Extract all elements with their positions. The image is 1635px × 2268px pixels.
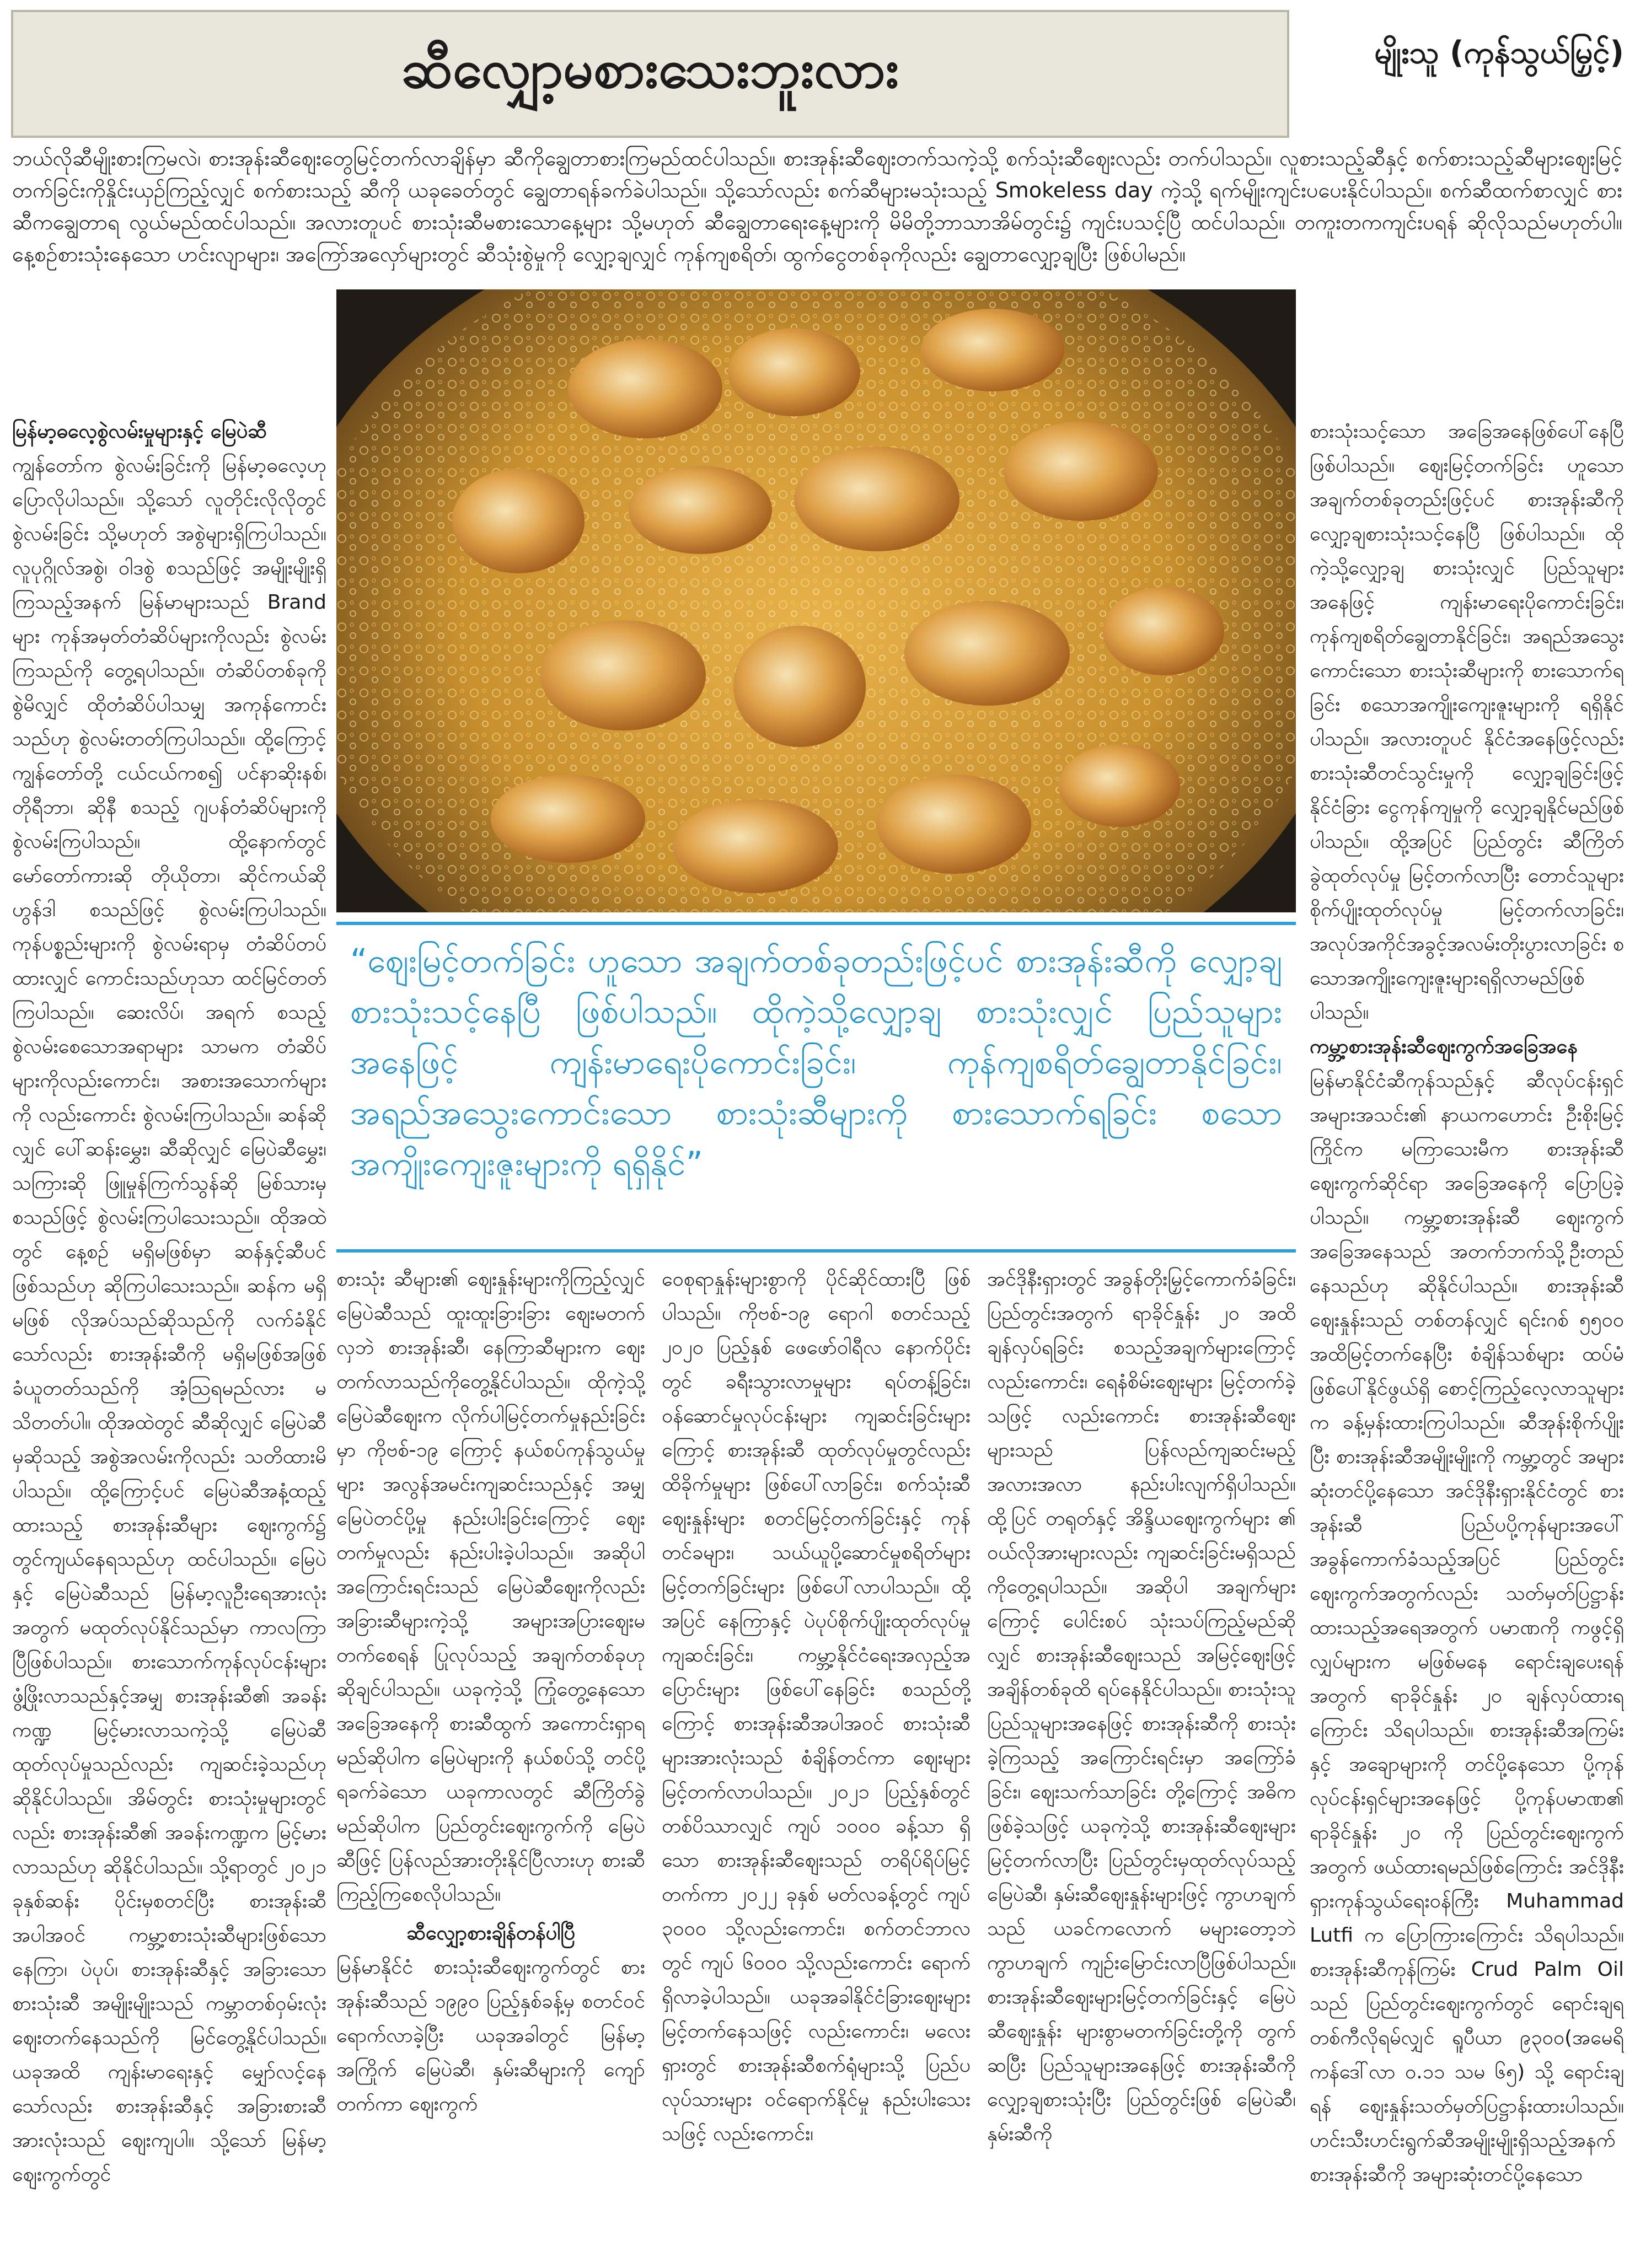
pull-quote: “ဈေးမြင့်တက်ခြင်း ဟူသော အချက်တစ်ခုတည်းဖြင့်ပင် စားအုန်းဆီကို လျှော့ချစားသုံးသင့်နေပြီ ဖြစ်ပါသည်။ ထိုကဲ့သို့လျှော့ချ စားသုံးလျှင် ပြည်သူများအနေဖြင့် ကျန်းမာရေးပိုကောင်းခြင်း၊ ကုန်ကျစရိတ်ချွေတာနိုင်ခြင်း၊ အရည်အသွေးကောင်းသော စားသုံးဆီများကို စားသောက်ရခြင်း စသောအကျိုးကျေးဇူးများကို ရရှိနိုင်”: [350, 942, 1282, 1183]
pull-quote-box: [336, 922, 1296, 1253]
left-column-text: ကျွန်တော်က စွဲလမ်းခြင်းကို မြန်မာ့ဓလေ့ဟု ပြောလိုပါသည်။ သို့သော် လူတိုင်းလိုလိုတွင် စွဲလမ်းခြင်း သို့မဟုတ် အစွဲများရှိကြပါသည်။ လူပုဂ္ဂိုလ်အစွဲ၊ ဝါဒစွဲ စသည်ဖြင့် အမျိုးမျိုးရှိကြသည့်အနက် မြန်မာများသည် Brand များ ကုန်အမှတ်တံဆိပ်များကိုလည်း စွဲလမ်းကြသည်ကို တွေ့ရပါသည်။ တံဆိပ်တစ်ခုကိုစွဲမိလျှင် ထိုတံဆိပ်ပါသမျှ အကုန်ကောင်းသည်ဟု စွဲလမ်းတတ်ကြပါသည်။ ထို့ကြောင့် ကျွန်တော်တို့ ငယ်ငယ်ကစ၍ ပင်နာဆိုးနစ်၊ တိုရီဘာ၊ ဆိုနီ စသည့် ဂျပန်တံဆိပ်များကို စွဲလမ်းကြပါသည်။ ထို့နောက်တွင် မော်တော်ကားဆို တိုယိုတာ၊ ဆိုင်ကယ်ဆို ဟွန်ဒါ စသည်ဖြင့် စွဲလမ်းကြပါသည်။ ကုန်ပစ္စည်းများကို စွဲလမ်းရာမှ တံဆိပ်တပ်ထားလျှင် ကောင်းသည်ဟုသာ ထင်မြင်တတ်ကြပါသည်။ ဆေးလိပ်၊ အရက် စသည့် စွဲလမ်းစေသောအရာများ သာမက တံဆိပ်များကိုလည်းကောင်း၊ အစားအသောက်များကို လည်းကောင်း စွဲလမ်းကြပါသည်။ ဆန်ဆိုလျှင် ပေါ်ဆန်းမွှေး၊ ဆီဆိုလျှင် မြေပဲဆီမွှေး၊ သကြားဆို ဖြူမှုန်ကြက်သွန်ဆို မြစ်သားမှ စသည်ဖြင့် စွဲလမ်းကြပါသေးသည်။ ထိုအထဲတွင် နေ့စဉ် မရှိမဖြစ်မှာ ဆန်နှင့်ဆီပင်ဖြစ်သည်ဟု ဆိုကြပါသေးသည်။ ဆန်က မရှိမဖြစ် လိုအပ်သည်ဆိုသည်ကို လက်ခံနိုင်သော်လည်း စားအုန်းဆီကို မရှိမဖြစ်အဖြစ် ခံယူတတ်သည်ကို အံ့သြရမည်လား မသိတတ်ပါ။ ထိုအထဲတွင် ဆီဆိုလျှင် မြေပဲဆီမှဆိုသည့် အစွဲအလမ်းကိုလည်း သတိထားမိပါသည်။ ထို့ကြောင့်ပင် မြေပဲဆီအနံ့ထည့်ထားသည့် စားအုန်းဆီများ ဈေးကွက်၌ တွင်ကျယ်နေရသည်ဟု ထင်ပါသည်။ မြေပဲနှင့် မြေပဲဆီသည် မြန်မာ့လူဦးရေအားလုံးအတွက် မထုတ်လုပ်နိုင်သည်မှာ ကာလကြာပြီဖြစ်ပါသည်။ စားသောက်ကုန်လုပ်ငန်းများ ဖွံ့ဖြိုးလာသည်နှင့်အမျှ စားအုန်းဆီ၏ အခန်းကဏ္ဍ မြင့်မားလာသကဲ့သို့ မြေပဲဆီထုတ်လုပ်မှုသည်လည်း ကျဆင်းခဲ့သည်ဟု ဆိုနိုင်ပါသည်။ အိမ်တွင်း စားသုံးမှုများတွင်လည်း စားအုန်းဆီ၏ အခန်းကဏ္ဍက မြင့်မားလာသည်ဟု ဆိုနိုင်ပါသည်။ သို့ရာတွင် ၂၀၂၁ ခုနှစ်ဆန်း ပိုင်းမှစတင်ပြီး စားအုန်းဆီအပါအဝင် ကမ္ဘာ့စားသုံးဆီများဖြစ်သော နေကြာ၊ ပဲပုပ်၊ စားအုန်းဆီနှင့် အခြားသော စားသုံးဆီ အမျိုးမျိုးသည် ကမ္ဘာတစ်ဝှမ်းလုံး ဈေးတက်နေသည်ကို မြင်တွေ့နိုင်ပါသည်။ ယခုအထိ ကျန်းမာရေးနှင့် မျှော်လင့်နေသော်လည်း စားအုန်းဆီနှင့် အခြားစားဆီအားလုံးသည် ဈေးကျပါ။ သို့သော် မြန်မာ့ဈေးကွက်တွင်: [12, 454, 326, 2186]
left-column-subhead: မြန်မာ့ဓလေ့စွဲလမ်းမှုများနှင့် မြေပဲဆီ: [12, 420, 267, 443]
intro-paragraph: ဘယ်လိုဆီမျိုးစားကြမလဲ၊ စားအုန်းဆီဈေးတွေမြင့်တက်လာချိန်မှာ ဆီကိုချွေတာစားကြမည်ထင်ပါသည်။ စားအုန်းဆီဈေးတက်သကဲ့သို့ စက်သုံးဆီဈေးလည်း တက်ပါသည်။ လူစားသည့်ဆီနှင့် စက်စားသည့်ဆီများဈေးမြင့်တက်ခြင်းကိုနှိုင်းယှဉ်ကြည့်လျှင် စက်စားသည့် ဆီကို ယခုခေတ်တွင် ချွေတာရန်ခက်ခဲပါသည်။ သို့သော်လည်း စက်ဆီများမသုံးသည့် Smokeless day ကဲ့သို့ ရက်မျိုးကျင်းပပေးနိုင်ပါသည်။ စက်ဆီထက်စာလျှင် စားဆီကချွေတာရ လွယ်မည်ထင်ပါသည်။ အလားတူပင် စားသုံးဆီမစားသောနေ့များ သို့မဟုတ် ဆီချွေတာရေးနေ့များကို မိမိတို့ဘာသာအိမ်တွင်း၌ ကျင်းပသင့်ပြီ ထင်ပါသည်။ တကူးတကကျင်းပရန် ဆိုလိုသည်မဟုတ်ပါ။ နေ့စဉ်စားသုံးနေသော ဟင်းလျာများ၊ အကြော်အလှော်များတွင် ဆီသုံးစွဲမှုကို လျှော့ချလျှင် ကုန်ကျစရိတ်၊ ထွက်ငွေတစ်ခုကိုလည်း ချွေတာလျှော့ချပြီး ဖြစ်ပါမည်။: [12, 146, 1622, 266]
middle-column-2: [662, 1262, 971, 2255]
right-column-text: စားသုံးသင့်သော အခြေအနေဖြစ်ပေါ်နေပြီ ဖြစ်ပါသည်။ ဈေးမြင့်တက်ခြင်း ဟူသော အချက်တစ်ခုတည်းဖြင့်ပင် စားအုန်းဆီကို လျှော့ချစားသုံးသင့်နေပြီ ဖြစ်ပါသည်။ ထိုကဲ့သို့လျှော့ချ စားသုံးလျှင် ပြည်သူများအနေဖြင့် ကျန်းမာရေးပိုကောင်းခြင်း၊ ကုန်ကျစရိတ်ချွေတာနိုင်ခြင်း၊ အရည်အသွေးကောင်းသော စားသုံးဆီများကို စားသောက်ရခြင်း စသောအကျိုးကျေးဇူးများကို ရရှိနိုင်ပါသည်။ အလားတူပင် နိုင်ငံအနေဖြင့်လည်း စားသုံးဆီတင်သွင်းမှုကို လျှော့ချခြင်းဖြင့် နိုင်ငံခြား ငွေကုန်ကျမှုကို လျှော့ချနိုင်မည်ဖြစ်ပါသည်။ ထို့အပြင် ပြည်တွင်း ဆီကြိတ်ခွဲထုတ်လုပ်မှု မြင့်တက်လာပြီး တောင်သူများ စိုက်ပျိုးထုတ်လုပ်မှု မြင့်တက်လာခြင်း၊ အလုပ်အကိုင်အခွင့်အလမ်းတိုးပွားလာခြင်း စသောအကျိုးကျေးဇူးများရရှိလာမည်ဖြစ်ပါသည်။: [1310, 420, 1624, 1024]
left-column: [12, 415, 326, 2256]
frying-pan-image: [336, 289, 1296, 912]
right-column-subhead: ကမ္ဘာ့စားအုန်းဆီဈေးကွက်အခြေအနေ: [1310, 1035, 1578, 1058]
fried-food-photo: [336, 289, 1296, 912]
right-column-tail: မြန်မာနိုင်ငံဆီကုန်သည်နှင့် ဆီလုပ်ငန်းရှင်အများအသင်း၏ နာယကဟောင်း ဦးစိုးမြင့်ကြိုင်က မကြာသေးမီက စားအုန်းဆီ ဈေးကွက်ဆိုင်ရာ အခြေအနေကို ပြောပြခဲ့ပါသည်။ ကမ္ဘာ့စားအုန်းဆီ ဈေးကွက်အခြေအနေသည် အတက်ဘက်သို့ဦးတည်နေသည်ဟု ဆိုနိုင်ပါသည်။ စားအုန်းဆီဈေးနှုန်းသည် တစ်တန်လျှင် ရင်းဂစ် ၅၅၀၀ အထိမြင့်တက်နေပြီး စံချိန်သစ်များ ထပ်မံဖြစ်ပေါ်နိုင်ဖွယ်ရှိ စောင့်ကြည့်လေ့လာသူများက ခန့်မှန်းထားကြပါသည်။ ဆီအုန်းစိုက်ပျိုးပြီး စားအုန်းဆီအမျိုးမျိုးကို ကမ္ဘာ့တွင် အများဆုံးတင်ပို့နေသော အင်ဒိုနီးရှားနိုင်ငံတွင် စားအုန်းဆီ ပြည်ပပို့ကုန်များအပေါ် အခွန်ကောက်ခံသည့်အပြင် ပြည်တွင်းဈေးကွက်အတွက်လည်း သတ်မှတ်ပြဋ္ဌာန်းထားသည့်အရေအတွက် ပမာဏကို ကဖွင့်ရှိလျှပ်များက မဖြစ်မနေ ရောင်းချပေးရန်အတွက် ရာခိုင်နှုန်း ၂၀ ချန်လှပ်ထားရကြောင်း သိရပါသည်။ စားအုန်းဆီအကြမ်းနှင့် အချောများကို တင်ပို့နေသော ပို့ကုန်လုပ်ငန်းရှင်များအနေဖြင့် ပို့ကုန်ပမာဏ၏ ရာခိုင်နှုန်း ၂၀ ကို ပြည်တွင်းဈေးကွက်အတွက် ဖယ်ထားရမည်ဖြစ်ကြောင်း အင်ဒိုနီးရှားကုန်သွယ်ရေးဝန်ကြီး Muhammad Lutfi က ပြောကြားကြောင်း သိရပါသည်။ စားအုန်းဆီကုန်ကြမ်း Crud Palm Oil သည် ပြည်တွင်းဈေးကွက်တွင် ရောင်းချရ တစ်ကီလိုရမ်လျှင် ရူပီယာ ၉၃၀၀(အမေရိကန်ဒေါ်လာ ၀.၁၁ သမ ၆၅) သို့ ရောင်းချရန် ဈေးနှုန်းသတ်မှတ်ပြဋ္ဌာန်းထားပါသည်။ ဟင်းသီးဟင်းရွက်ဆီအမျိုးမျိုးရှိသည့်အနက် စားအုန်းဆီကို အများဆုံးတင်ပို့နေသော: [1310, 1069, 1624, 2186]
page-title: ဆီလျှော့မစားသေးဘူးလား: [401, 38, 899, 100]
middle-column-2-text: ဝေစုရာနှုန်းများစွာကို ပိုင်ဆိုင်ထားပြီ ဖြစ်ပါသည်။ ကိုဗစ်-၁၉ ရောဂါ စတင်သည့် ၂၀၂၀ ပြည့်နှစ် ဖေဖော်ဝါရီလ နောက်ပိုင်းတွင် ခရီးသွားလာမှုများ ရပ်တန့်ခြင်း၊ ဝန်ဆောင်မှုလုပ်ငန်းများ ကျဆင်းခြင်းများကြောင့် စားအုန်းဆီ ထုတ်လုပ်မှုတွင်လည်း ထိခိုက်မှုများ ဖြစ်ပေါ်လာခြင်း၊ စက်သုံးဆီဈေးနှုန်းများ စတင်မြင့်တက်ခြင်းနှင့် ကုန်တင်ခများ၊ သယ်ယူပို့ဆောင်မှုစရိတ်များ မြင့်တက်ခြင်းများ ဖြစ်ပေါ်လာပါသည်။ ထို့အပြင် နေကြာနှင့် ပဲပုပ်စိုက်ပျိုးထုတ်လုပ်မှုကျဆင်းခြင်း၊ ကမ္ဘာ့နိုင်ငံရေးအလှည့်အပြောင်းများ ဖြစ်ပေါ်နေခြင်း စသည်တို့ကြောင့် စားအုန်းဆီအပါအဝင် စားသုံးဆီများအားလုံးသည် စံချိန်တင်ကာ ဈေးများမြင့်တက်လာပါသည်။ ၂၀၂၁ ပြည့်နှစ်တွင် တစ်ပိဿာလျှင် ကျပ် ၁၀၀၀ ခန့်သာ ရှိသော စားအုန်းဆီဈေးသည် တရိပ်ရိပ်မြင့်တက်ကာ ၂၀၂၂ ခုနှစ် မတ်လခန့်တွင် ကျပ် ၃၀၀၀ သို့လည်းကောင်း၊ စက်တင်ဘာလတွင် ကျပ် ၆၀၀၀ သို့လည်းကောင်း ရောက်ရှိလာခဲ့ပါသည်။ ယခုအခါနိုင်ငံခြားဈေးများ မြင့်တက်နေသဖြင့် လည်းကောင်း၊ မလေးရှားတွင် စားအုန်းဆီစက်ရုံများသို့ ပြည်ပလုပ်သားများ ဝင်ရောက်နိုင်မှု နည်းပါးသေးသဖြင့် လည်းကောင်း၊: [662, 1268, 971, 2145]
middle-column-1-tail: မြန်မာနိုင်ငံ စားသုံးဆီဈေးကွက်တွင် စားအုန်းဆီသည် ၁၉၉၀ ပြည့်နှစ်ခန့်မှ စတင်ဝင်ရောက်လာခဲ့ပြီး ယခုအခါတွင် မြန်မာ့အကြိုက် မြေပဲဆီ၊ နှမ်းဆီများကို ကျော်တက်ကာ ဈေးကွက်: [336, 1956, 645, 2115]
middle-column-1: [336, 1262, 645, 2255]
byline: မျိုးသူ (ကုန်သွယ်မြှင့်): [1374, 35, 1624, 71]
right-column: [1310, 415, 1624, 2256]
headline-banner: [11, 10, 1289, 138]
middle-column-3-text: အင်ဒိုနီးရှားတွင် အခွန်တိုးမြှင့်ကောက်ခံခြင်း၊ ပြည်တွင်းအတွက် ရာခိုင်နှုန်း ၂၀ အထိ ချန်လှပ်ရခြင်း စသည့်အချက်များကြောင့် လည်းကောင်း၊ ရေနံစိမ်းဈေးများ မြင့်တက်ခဲ့သဖြင့် လည်းကောင်း စားအုန်းဆီဈေးများသည် ပြန်လည်ကျဆင်းမည့် အလားအလာ နည်းပါးလျက်ရှိပါသည်။ ထို့ပြင် တရုတ်နှင့် အိန္ဒိယဈေးကွက်များ ၏ ဝယ်လိုအားများလည်း ကျဆင်းခြင်းမရှိသည်ကိုတွေ့ရပါသည်။ အဆိုပါ အချက်များကြောင့် ပေါင်းစပ် သုံးသပ်ကြည့်မည်ဆိုလျှင် စားအုန်းဆီဈေးသည် အမြင့်ဈေးဖြင့် အချိန်တစ်ခုထိ ရပ်နေနိုင်ပါသည်။ စားသုံးသူပြည်သူများအနေဖြင့် စားအုန်းဆီကို စားသုံးခဲ့ကြသည့် အကြောင်းရင်းမှာ အကြော်ခံခြင်း၊ ဈေးသက်သာခြင်း တို့ကြောင့် အဓိကဖြစ်ခဲ့သဖြင့် ယခုကဲ့သို့ စားအုန်းဆီဈေးများ မြင့်တက်လာပြီး ပြည်တွင်းမှထုတ်လုပ်သည့် မြေပဲဆီ၊ နှမ်းဆီဈေးနှုန်းများဖြင့် ကွာဟချက်သည် ယခင်ကလောက် မများတော့ဘဲ ကွာဟချက် ကျဉ်းမြောင်းလာပြီဖြစ်ပါသည်။ စားအုန်းဆီဈေးများမြင့်တက်ခြင်းနှင့် မြေပဲဆီဈေးနှုန်း များစွာမတက်ခြင်းတို့ကို တွက်ဆပြီး ပြည်သူများအနေဖြင့် စားအုန်းဆီကို လျှော့ချစားသုံးပြီး ပြည်တွင်းဖြစ် မြေပဲဆီ၊ နှမ်းဆီကို: [987, 1268, 1296, 2145]
middle-column-3: [987, 1262, 1296, 2255]
middle-column-1-text: စားသုံး ဆီများ၏ ဈေးနှုန်းများကိုကြည့်လျှင် မြေပဲဆီသည် ထူးထူးခြားခြား ဈေးမတက်လှဘဲ စားအုန်းဆီ၊ နေကြာဆီများက ဈေးတက်လာသည်ကိုတွေ့နိုင်ပါသည်။ ထိုကဲ့သို့ မြေပဲဆီဈေးက လိုက်ပါမြင့်တက်မှုနည်းခြင်းမှာ ကိုဗစ်-၁၉ ကြောင့် နယ်စပ်ကုန်သွယ်မှုများ အလွန်အမင်းကျဆင်းသည်နှင့် အမျှ မြေပဲတင်ပို့မှု နည်းပါးခြင်းကြောင့် ဈေးတက်မှုလည်း နည်းပါးခဲ့ပါသည်။ အဆိုပါ အကြောင်းရင်းသည် မြေပဲဆီဈေးကိုလည်း အခြားဆီများကဲ့သို့ အများအပြားဈေးမတက်စေရန် ပြုလုပ်သည့် အချက်တစ်ခုဟု ဆိုချင်ပါသည်။ ယခုကဲ့သို့ ကြုံတွေ့နေသော အခြေအနေကို စားဆီထွက် အကောင်းရှာရမည်ဆိုပါက မြေပဲများကို နယ်စပ်သို့ တင်ပို့ရခက်ခဲသော ယခုကာလတွင် ဆီကြိတ်ခွဲမည်ဆိုပါက ပြည်တွင်းဈေးကွက်ကို မြေပဲဆီဖြင့် ပြန်လည်အားတိုးနိုင်ပြီလားဟု စားဆီကြည့်ကြစေလိုပါသည်။: [336, 1268, 645, 1906]
middle-column-1-subhead: ဆီလျှော့စားချိန်တန်ပါပြီ: [406, 1922, 575, 1944]
